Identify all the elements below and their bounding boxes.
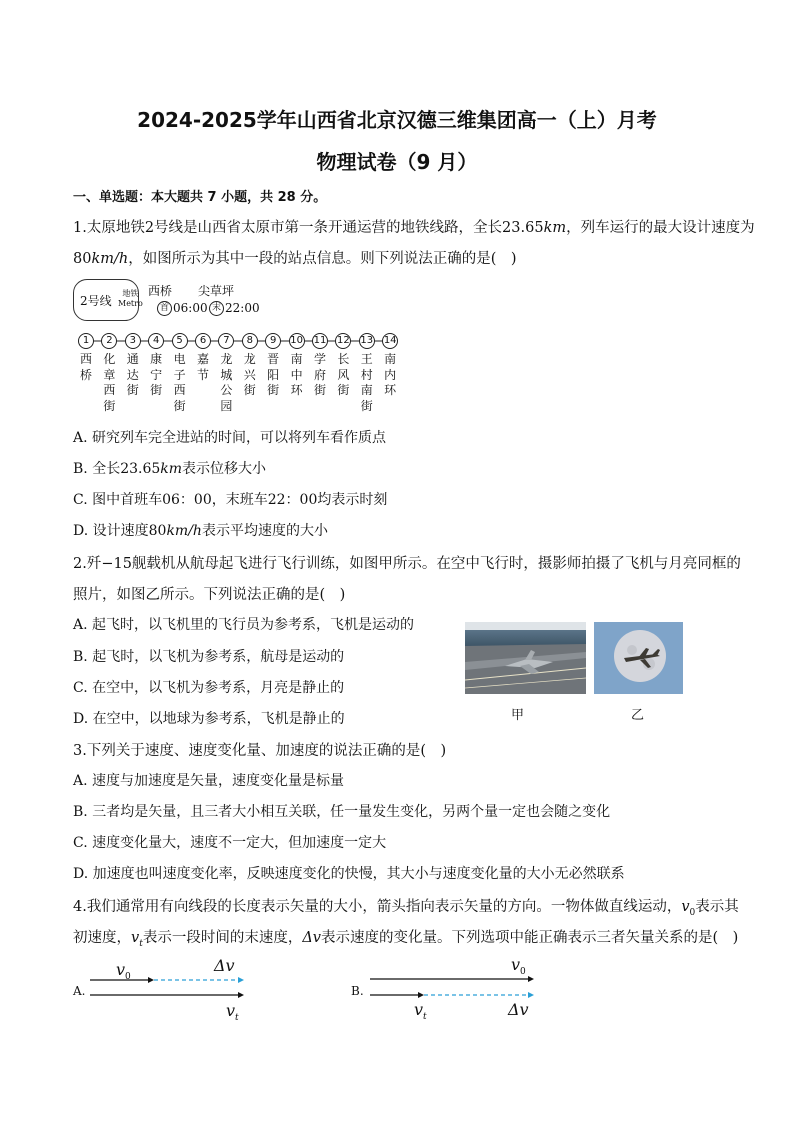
- station-number: 10: [289, 333, 305, 349]
- caption-jia: 甲: [511, 708, 525, 723]
- q1-option-b[interactable]: B. 全长23.65km表示位移大小: [73, 461, 267, 477]
- metro-to-station: 尖草坪: [198, 284, 235, 298]
- station-number: 3: [125, 333, 141, 349]
- q4-stem-line1: 4.我们通常用有向线段的长度表示矢量的大小，箭头指向表示矢量的方向。一物体做直线运动，$v_0$表示其: [73, 899, 739, 918]
- figure-a-vt: $v_t$: [226, 1001, 239, 1024]
- first-train-time: 06:00: [173, 301, 208, 315]
- station-number: 9: [265, 333, 281, 349]
- station-number: 1: [78, 333, 94, 349]
- station-name: 康宁街: [150, 352, 163, 397]
- jet-moon-photo: [594, 622, 683, 694]
- q1-option-c[interactable]: C. 图中首班车06：00，末班车22：00均表示时刻: [73, 492, 388, 508]
- figure-b-v0: $v_0$: [511, 955, 526, 978]
- metro-tag-en: Metro: [118, 299, 143, 308]
- station-name: 电子西街: [173, 352, 186, 413]
- q2-option-b[interactable]: B. 起飞时，以飞机为参考系，航母是运动的: [73, 649, 345, 665]
- station-name: 晋阳街: [267, 352, 280, 397]
- section-heading: 一、单选题：本大题共 7 小题，共 28 分。: [73, 190, 327, 205]
- station-number: 12: [335, 333, 351, 349]
- q3-option-c[interactable]: C. 速度变化量大，速度不一定大，但加速度一定大: [73, 835, 387, 851]
- q1-stem-line1: 1.太原地铁2号线是山西省太原市第一条开通运营的地铁线路，全长23.65km，列车运行的最大设计速度为: [73, 220, 755, 236]
- station-name: 王村南街: [360, 352, 373, 413]
- station-name: 通达街: [126, 352, 139, 397]
- station-name: 学府街: [313, 352, 326, 397]
- last-train-badge: 末: [209, 301, 224, 316]
- station-name: 龙兴街: [243, 352, 256, 397]
- station-name: 化章西街: [103, 352, 116, 413]
- metro-tag-cn: 地铁: [122, 289, 139, 298]
- q1-stem-line2: 80km/h，如图所示为其中一段的站点信息。则下列说法正确的是( ): [73, 251, 517, 267]
- metro-line-label: 2号线: [80, 294, 112, 308]
- station-number: 2: [101, 333, 117, 349]
- figure-a-v0: $v_0$: [116, 960, 131, 983]
- metro-from-station: 西桥: [148, 284, 173, 298]
- station-number: 5: [172, 333, 188, 349]
- caption-yi: 乙: [631, 708, 645, 723]
- figure-b-vt: $v_t$: [414, 1000, 427, 1023]
- station-number: 6: [195, 333, 211, 349]
- page-title: 2024-2025学年山西省北京汉德三维集团高一（上）月考: [137, 108, 657, 132]
- station-number: 7: [218, 333, 234, 349]
- q2-option-d[interactable]: D. 在空中，以地球为参考系，飞机是静止的: [73, 711, 345, 727]
- station-name: 南中环: [290, 352, 303, 397]
- station-number: 4: [148, 333, 164, 349]
- station-number: 13: [359, 333, 375, 349]
- first-train-badge: 首: [157, 301, 172, 316]
- last-train-time: 22:00: [225, 301, 260, 315]
- figure-a-label: A.: [73, 984, 86, 998]
- q3-option-b[interactable]: B. 三者均是矢量，且三者大小相互关联，任一量发生变化，另两个量一定也会随之变化: [73, 804, 611, 820]
- q2-option-a[interactable]: A. 起飞时，以飞机里的飞行员为参考系，飞机是运动的: [73, 617, 415, 633]
- figure-b-dv: Δv: [508, 1000, 529, 1019]
- station-name: 南内环: [384, 352, 397, 397]
- page-subtitle: 物理试卷（9 月）: [316, 150, 478, 174]
- q1-option-a[interactable]: A. 研究列车完全进站的时间，可以将列车看作质点: [73, 430, 387, 446]
- figure-b-label: B.: [351, 984, 364, 998]
- station-name: 长风街: [337, 352, 350, 397]
- figure-a-dv: Δv: [214, 956, 235, 975]
- station-number: 8: [242, 333, 258, 349]
- q2-stem-line1: 2.歼−15舰载机从航母起飞进行飞行训练，如图甲所示。在空中飞行时，摄影师拍摄了飞机与月亮同框的: [73, 556, 741, 572]
- station-name: 龙城公园: [220, 352, 233, 413]
- station-name: 西桥: [79, 352, 92, 382]
- station-name: 嘉节: [196, 352, 209, 382]
- station-number: 11: [312, 333, 328, 349]
- q4-stem-line2: 初速度，$v_t$表示一段时间的末速度，Δv表示速度的变化量。下列选项中能正确表示三者矢量关系的是( ): [73, 930, 739, 949]
- q2-option-c[interactable]: C. 在空中，以飞机为参考系，月亮是静止的: [73, 680, 345, 696]
- q2-stem-line2: 照片，如图乙所示。下列说法正确的是( ): [73, 587, 346, 603]
- q3-stem: 3.下列关于速度、速度变化量、加速度的说法正确的是( ): [73, 743, 447, 759]
- q1-option-d[interactable]: D. 设计速度80km/h表示平均速度的大小: [73, 523, 328, 539]
- q3-option-d[interactable]: D. 加速度也叫速度变化率，反映速度变化的快慢，其大小与速度变化量的大小无必然联系: [73, 866, 625, 882]
- carrier-jet-photo: [465, 622, 586, 694]
- q3-option-a[interactable]: A. 速度与加速度是矢量，速度变化量是标量: [73, 773, 345, 789]
- station-number: 14: [382, 333, 398, 349]
